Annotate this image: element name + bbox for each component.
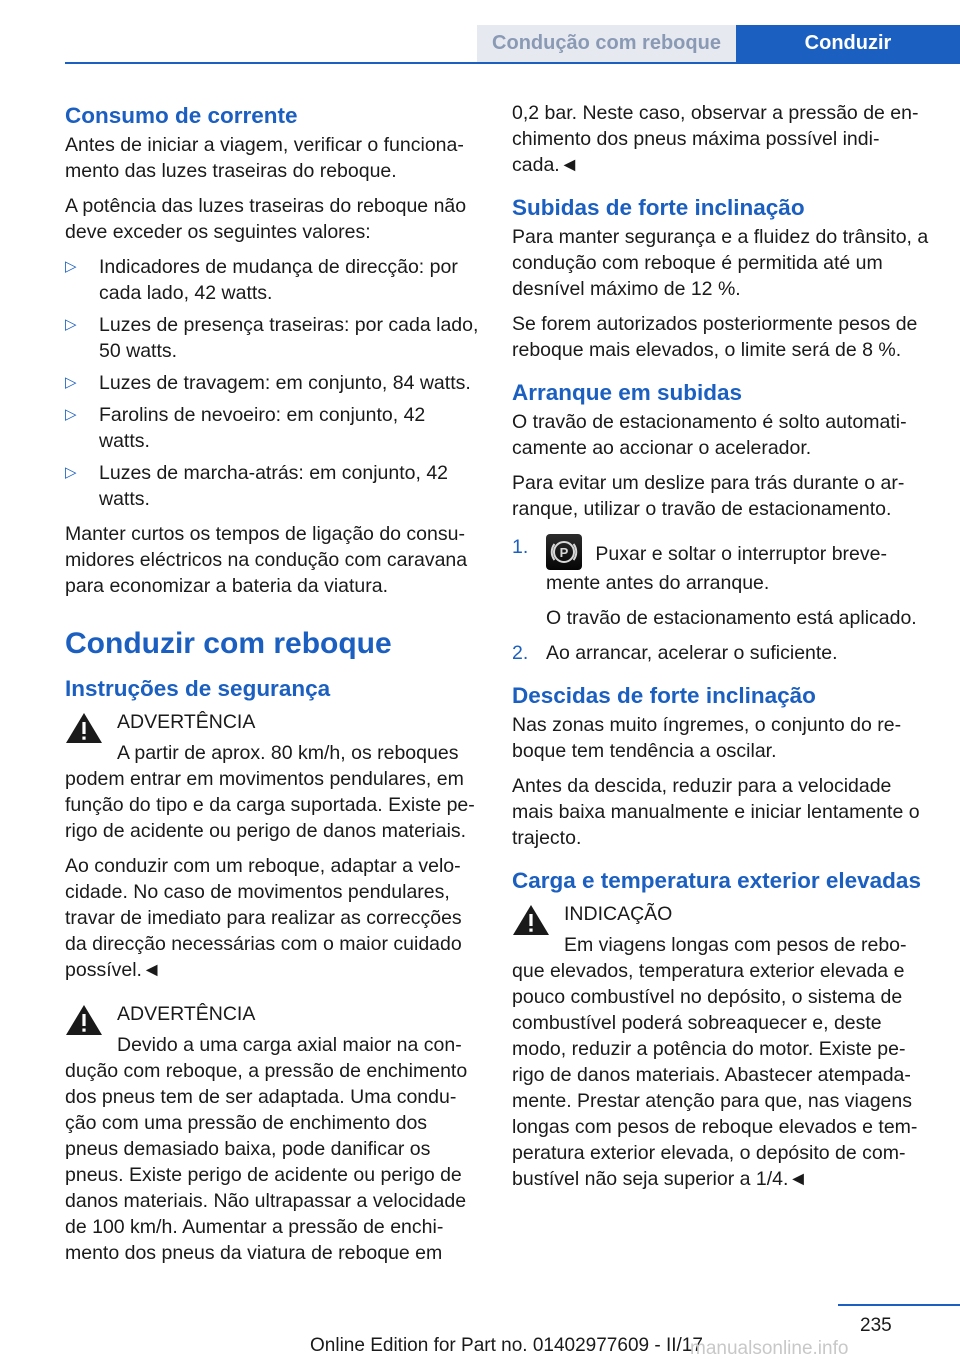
section-title-subidas: Subidas de forte inclinação [512,195,805,220]
step-number: 2. [512,642,529,664]
paragraph: Antes da descida, reduzir para a velocidade mais baixa manualmente e iniciar lentamente o trajecto. [512,775,920,849]
paragraph: A potência das luzes traseiras do reboque não deve exceder os seguintes valores: [65,195,467,243]
list-item: ▷ Indicadores de mudança de direcção: por cada lado, 42 watts. [65,256,458,304]
step-text: Puxar e soltar o interruptor brevemente antes do arranque. [546,543,887,594]
warning-label: ADVERTÊNCIA [117,711,256,733]
list-item [512,640,930,666]
section-title-seguranca: Instruções de segurança [65,676,331,701]
footer-rule [838,1304,960,1306]
section-title-arranque: Arranque em subidas [512,380,743,405]
warning-block [65,709,480,983]
step-list [512,534,930,666]
header-rule [65,62,960,64]
warning-label: ADVERTÊNCIA [117,1003,256,1025]
right-column [512,100,930,1201]
svg-text:P: P [559,545,569,560]
warning-triangle-icon [65,712,103,744]
bullet-triangle-icon: ▷ [65,406,77,423]
section-title-consumo: Consumo de corrente [65,103,298,128]
list-item: ▷ Luzes de marcha-atrás: em conjunto, 42 watts. [65,462,449,510]
header-section-tab: Condução com reboque [477,25,736,62]
warning-triangle-icon [512,904,550,936]
section-title-descidas: Descidas de forte inclinação [512,683,816,708]
note-text: Em viagens longas com pesos de reboque elevados, temperatura exterior elevada e pouco combustível no depósito, o sistema de combustível poderá sobreaquecer e, deste modo, reduzir a potência do motor. Existe perigo de danos materiais. Abastecer atempadamente. Prestar atenção para que, nas viagens longas com pesos de reboque elevados e temperatura exterior elevada, o depósito de combustível não seja superior a 1/4. [512,934,918,1190]
page-number: 235 [860,1315,892,1336]
paragraph: Antes de iniciar a viagem, verificar o funcionamento das luzes traseiras do reboque. [65,134,464,182]
warning-text: A partir de aprox. 80 km/h, os reboques podem entrar em movimentos pendulares, em função do tipo e da carga suportada. Existe perigo de acidente ou perigo de danos materiais. [65,742,475,842]
bullet-triangle-icon: ▷ [65,464,77,481]
step-number: 1. [512,536,529,558]
bullet-triangle-icon: ▷ [65,316,77,333]
step-text: Ao arrancar, acelerar o suficiente. [546,642,838,664]
warning-triangle-icon [65,1004,103,1036]
end-marker: ◄ [559,154,580,176]
bullet-triangle-icon: ▷ [65,258,77,275]
step-note: O travão de estacionamento está aplicado. [546,607,917,629]
section-title-carga: Carga e temperatura exterior elevadas [512,868,921,893]
paragraph: Se forem autorizados posteriormente pesos de reboque mais elevados, o limite será de 8 %. [512,313,918,361]
warning-block [65,1001,480,1266]
note-block [512,901,930,1192]
paragraph: Nas zonas muito íngremes, o conjunto do reboque tem tendência a oscilar. [512,714,902,762]
warning-text: Ao conduzir com um reboque, adaptar a velocidade. No caso de movimentos pendulares, travar de imediato para realizar as correcções da direcção necessárias com o maior cuidado possível. [65,855,462,981]
paragraph: Para manter segurança e a fluidez do trânsito, a condução com reboque é permitida até um desnível máximo de 12 %. [512,226,929,300]
list-item: ▷ Luzes de travagem: em conjunto, 84 watts. [65,372,471,394]
paragraph: Manter curtos os tempos de ligação do consumidores eléctricos na condução com caravana para economizar a bateria da viatura. [65,523,468,597]
bullet-list [65,254,480,512]
list-item [512,534,930,631]
header-chapter-tab: Conduzir [736,25,960,62]
warning-text: Devido a uma carga axial maior na condução com reboque, a pressão de enchimento dos pneus tem de ser adaptada. Uma condução com uma pressão de enchimento dos pneus demasiado baixa, pode danificar os pneus. Existe perigo de acidente ou perigo de danos materiais. Não ultrapassar a velocidade de 100 km/h. Aumentar a pressão de enchimento dos pneus da viatura de reboque em [65,1034,468,1264]
paragraph: Para evitar um deslize para trás durante o arranque, utilizar o travão de estacionamento. [512,472,905,520]
left-column [65,100,480,1275]
bullet-triangle-icon: ▷ [65,374,77,391]
end-marker: ◄ [788,1168,808,1190]
list-item: ▷ Farolins de nevoeiro: em conjunto, 42 watts. [65,404,426,452]
footer-edition: Online Edition for Part no. 01402977609 - II/17 [310,1335,703,1356]
continued-text: 0,2 bar. Neste caso, observar a pressão de enchimento dos pneus máxima possível indicada. [512,102,919,176]
paragraph: O travão de estacionamento é solto automaticamente ao accionar o acelerador. [512,411,907,459]
end-marker: ◄ [141,959,162,981]
note-label: INDICAÇÃO [564,903,673,925]
watermark: manualsonline.info [690,1338,849,1359]
list-item: ▷ Luzes de presença traseiras: por cada lado, 50 watts. [65,314,479,362]
chapter-title: Conduzir com reboque [65,627,392,660]
parking-brake-icon [546,534,582,570]
